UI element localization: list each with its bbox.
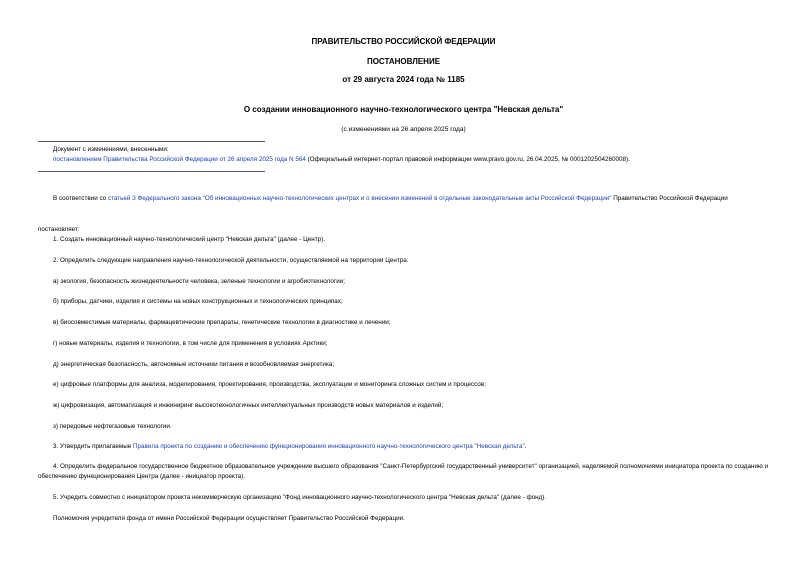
item-4: 4. Определить федеральное государственное бюджетное образовательное учреждение высшего образования "Санкт-Петербургский государственный университет" организацией, наделяемой полномочиями инициатора проекта по созданию и обеспечению функционирования Центра (далее - инициатор проекта). [38,463,768,480]
item-2-b: б) приборы, датчики, изделия и системы на новых конструкционных и технологических принципах; [53,298,343,305]
document-title: О создании инновационного научно-технологического центра "Невская дельта" [243,105,564,114]
date-number: от 29 августа 2024 года № 1185 [342,75,465,84]
item-2: 2. Определить следующие направления научно-технологической деятельности, осуществляемой на территории Центра: [53,257,409,264]
item-2-e: е) цифровые платформы для анализа, моделирования, проектирования, производства, эксплуатации и мониторинга сложных систем и процессов; [53,381,486,388]
source-text: (Официальный интернет-портал правовой информации www.pravo.gov.ru, 26.04.2025, № 0001202504260008). [305,156,630,163]
item-3 [53,443,526,451]
item-3-after: . [524,443,527,450]
preamble-after: Правительство Российской Федерации [611,195,728,202]
government-heading: ПРАВИТЕЛЬСТВО РОССИЙСКОЙ ФЕДЕРАЦИИ [311,37,496,46]
item-2-z: з) передовые нефтегазовые технологии. [53,423,172,430]
item-2-zh: ж) цифровизация, автоматизация и инжиниринг высокотехнологичных интеллектуальных производств новых материалов и изделий; [53,402,444,409]
preamble [38,194,768,204]
resolves-label: постановляет: [38,226,80,233]
item-5: 5. Учредить совместно с инициатором проекта некоммерческую организацию "Фонд инновационного научно-технологического центра "Невская дельта" (далее - фонд). [53,494,547,501]
item-3-before: 3. Утвердить прилагаемые [53,443,133,450]
changes-label: Документ с изменениями, внесенными: [53,146,169,153]
changes-line [53,156,630,164]
amendment-link[interactable]: постановлением Правительства Российской Федерации от 26 апреля 2025 года N 564 [53,156,306,163]
document-type: ПОСТАНОВЛЕНИЕ [366,57,441,66]
divider-bottom [38,171,265,172]
item-6: Полномочия учредителя фонда от имени Российской Федерации осуществляет Правительство Российской Федерации. [53,515,405,522]
item-2-a: а) экология, безопасность жизнедеятельности человека, зеленые технологии и агробиотехнологии; [53,278,346,285]
item-2-g: г) новые материалы, изделия и технологии, в том числе для применения в условиях Арктики; [53,340,328,347]
item-2-d: д) энергетическая безопасность, автономные источники питания и возобновляемая энергетика; [53,361,335,368]
preamble-before: В соответствии со [53,195,108,202]
federal-law-link[interactable]: статьей 3 Федерального закона "Об инновационных научно-технологических центрах и о внесении изменений в отдельные законодательные акты Российской Федерации" [107,195,612,202]
divider-top [38,141,265,142]
item-1: 1. Создать инновационный научно-технологический центр "Невская дельта" (далее - Центр). [53,236,325,243]
amendment-note: (с изменениями на 26 апреля 2025 года) [341,126,466,133]
item-2-v: в) биосовместимые материалы, фармацевтические препараты, генетические технологии в диагностике и лечении; [53,319,391,326]
rules-link[interactable]: Правила проекта по созданию и обеспечению функционирования инновационного научно-технологического центра "Невская дельта" [133,443,525,450]
